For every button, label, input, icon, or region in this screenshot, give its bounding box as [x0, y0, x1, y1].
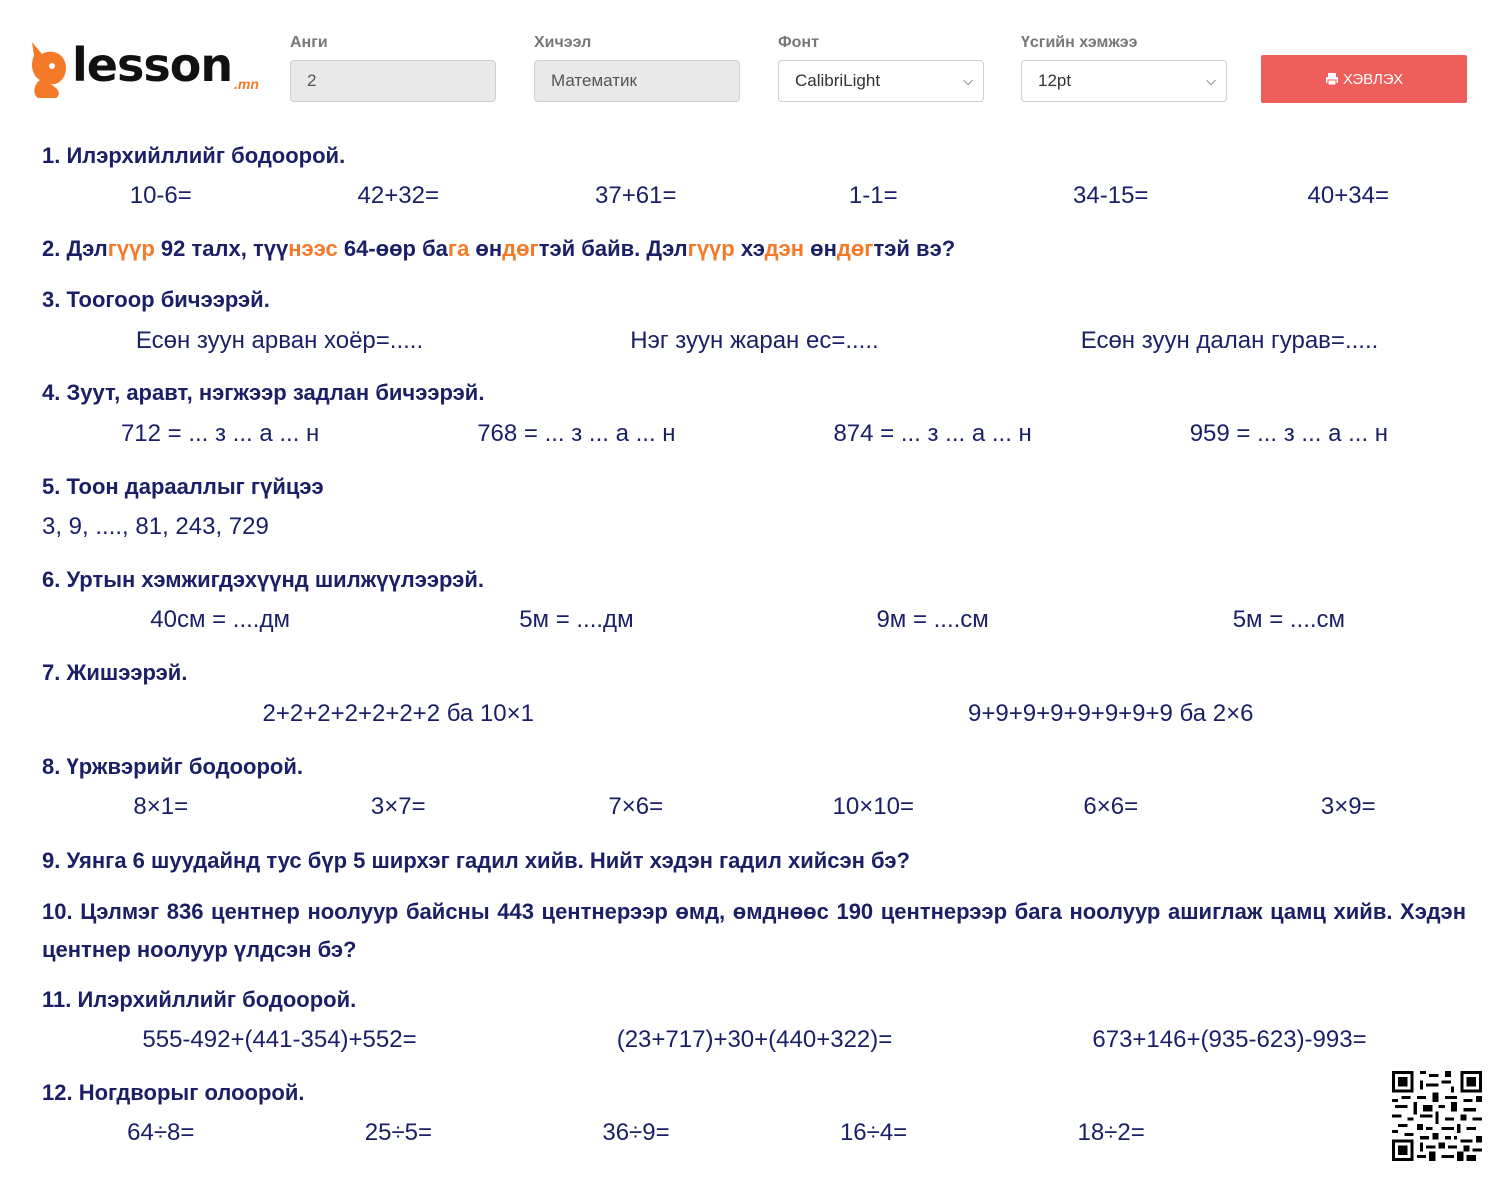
grade-label: Анги	[290, 34, 328, 51]
print-button[interactable]	[1261, 55, 1467, 103]
q6-title: 6. Уртын хэмжигдэхүүнд шилжүүлээрэй.	[42, 567, 484, 592]
q9-title: 9. Уянга 6 шуудайнд тус бүр 5 ширхэг гадил хийв. Нийт хэдэн гадил хийсэн бэ?	[42, 848, 910, 873]
chevron-down-icon: ⌵	[963, 73, 973, 88]
q7-items	[42, 700, 1467, 728]
q4-items	[42, 420, 1467, 448]
subject-input[interactable]: Математик	[534, 60, 740, 102]
q6-item: 40см = ....дм	[150, 606, 290, 633]
q12-item: 36÷9=	[602, 1119, 670, 1146]
size-select[interactable]	[1021, 60, 1227, 102]
q11-item: 555-492+(441-354)+552=	[142, 1026, 417, 1053]
q10-text: 10. Цэлмэг 836 центнер ноолуур байсны 443 центнерээр өмд, өмднөөс 190 центнерээр бага ноолуур ашиглаж цамц хийв. Хэдэн центнер ноолуур үлдсэн бэ?	[42, 899, 1466, 962]
size-field	[1021, 34, 1227, 102]
q3-item: Нэг зуун жаран ес=.....	[630, 327, 879, 354]
q1-item: 10-6=	[129, 182, 192, 209]
q4-item: 959 = ... з ... а ... н	[1189, 420, 1389, 447]
font-field	[778, 34, 984, 102]
q7-item: 2+2+2+2+2+2+2 ба 10×1	[262, 700, 534, 727]
lesson-logo[interactable]	[28, 40, 268, 100]
subject-label: Хичээл	[534, 34, 592, 51]
q2-part: өн	[804, 236, 837, 261]
logo-wordmark: lesson	[72, 38, 233, 92]
logo-tld: .mn	[234, 76, 259, 92]
q2-part: хэ	[734, 236, 765, 261]
q11-item: (23+717)+30+(440+322)=	[616, 1026, 893, 1053]
qr-code-icon	[1392, 1071, 1482, 1161]
subject-field	[534, 34, 740, 102]
size-label: Үсгийн хэмжээ	[1021, 34, 1138, 51]
q3-title: 3. Тоогоор бичээрэй.	[42, 287, 270, 312]
q6-item: 5м = ....дм	[519, 606, 634, 633]
q12-item: 18÷2=	[1077, 1119, 1145, 1146]
q2-part: гүүр	[687, 236, 735, 261]
q2-part: га	[447, 236, 470, 261]
font-label: Фонт	[778, 34, 819, 51]
grade-field	[290, 34, 496, 102]
q6-item: 5м = ....см	[1232, 606, 1346, 633]
q8-item: 7×6=	[608, 793, 664, 820]
q3-items	[42, 327, 1467, 355]
font-select[interactable]	[778, 60, 984, 102]
q8-items	[42, 793, 1467, 821]
q11-items	[42, 1026, 1467, 1054]
q7-title: 7. Жишээрэй.	[42, 660, 188, 685]
q6-item: 9м = ....см	[876, 606, 989, 633]
q6-items	[42, 606, 1467, 634]
q11-title: 11. Илэрхийллийг бодоорой.	[42, 987, 357, 1012]
q5-title: 5. Тоон дарааллыг гүйцээ	[42, 474, 324, 499]
q2-part: 64-өөр ба	[337, 236, 448, 261]
q8-item: 8×1=	[133, 793, 189, 820]
q1-item: 40+34=	[1307, 182, 1389, 209]
q2-title	[42, 236, 955, 262]
q4-title: 4. Зуут, аравт, нэгжээр задлан бичээрэй.	[42, 380, 485, 405]
q1-items	[42, 182, 1467, 210]
print-button-label: ХЭВЛЭХ	[1342, 70, 1404, 88]
size-select-value: 12pt	[1038, 71, 1072, 90]
q1-item: 37+61=	[595, 182, 677, 209]
q2-part: дөг	[836, 236, 874, 261]
q1-title: 1. Илэрхийллийг бодоорой.	[42, 143, 346, 168]
q3-item: Есөн зуун арван хоёр=.....	[135, 327, 424, 354]
q12-items	[42, 1119, 1349, 1147]
q4-item: 712 = ... з ... а ... н	[120, 420, 320, 447]
q4-item: 768 = ... з ... а ... н	[477, 420, 676, 447]
q2-part: нээс	[288, 236, 338, 261]
q8-item: 6×6=	[1083, 793, 1139, 820]
font-select-value: CalibriLight	[795, 71, 881, 90]
q12-title: 12. Ногдворыг олоорой.	[42, 1080, 305, 1105]
q1-item: 42+32=	[357, 182, 439, 209]
grade-input[interactable]: 2	[290, 60, 496, 102]
q2-part: 2. Дэл	[42, 236, 108, 261]
q2-part: өн	[469, 236, 503, 261]
q2-part: тэй байв. Дэл	[538, 236, 688, 261]
q5-sequence: 3, 9, ...., 81, 243, 729	[42, 513, 269, 540]
q3-item: Есөн зуун далан гурав=.....	[1080, 327, 1379, 354]
printer-icon	[1325, 72, 1339, 86]
q2-part: дэн	[764, 236, 805, 261]
q1-item: 1-1=	[848, 182, 898, 209]
q12-item: 25÷5=	[364, 1119, 432, 1146]
q12-item: 64÷8=	[127, 1119, 195, 1146]
chevron-down-icon: ⌵	[1206, 73, 1216, 88]
q2-part: гүүр	[107, 236, 155, 261]
fox-logo-icon	[28, 40, 70, 98]
q7-item: 9+9+9+9+9+9+9+9 ба 2×6	[968, 700, 1254, 727]
q8-item: 3×7=	[370, 793, 426, 820]
q12-item: 16÷4=	[839, 1119, 908, 1146]
q4-item: 874 = ... з ... а ... н	[833, 420, 1032, 447]
q2-part: дөг	[502, 236, 539, 261]
q8-item: 3×9=	[1320, 793, 1376, 820]
q8-title: 8. Үржвэрийг бодоорой.	[42, 754, 303, 779]
q2-part: 92 талх, түү	[154, 236, 289, 261]
q8-item: 10×10=	[832, 793, 914, 820]
q2-part: тэй вэ?	[873, 236, 956, 261]
q1-item: 34-15=	[1073, 182, 1149, 209]
q11-item: 673+146+(935-623)-993=	[1092, 1026, 1367, 1053]
